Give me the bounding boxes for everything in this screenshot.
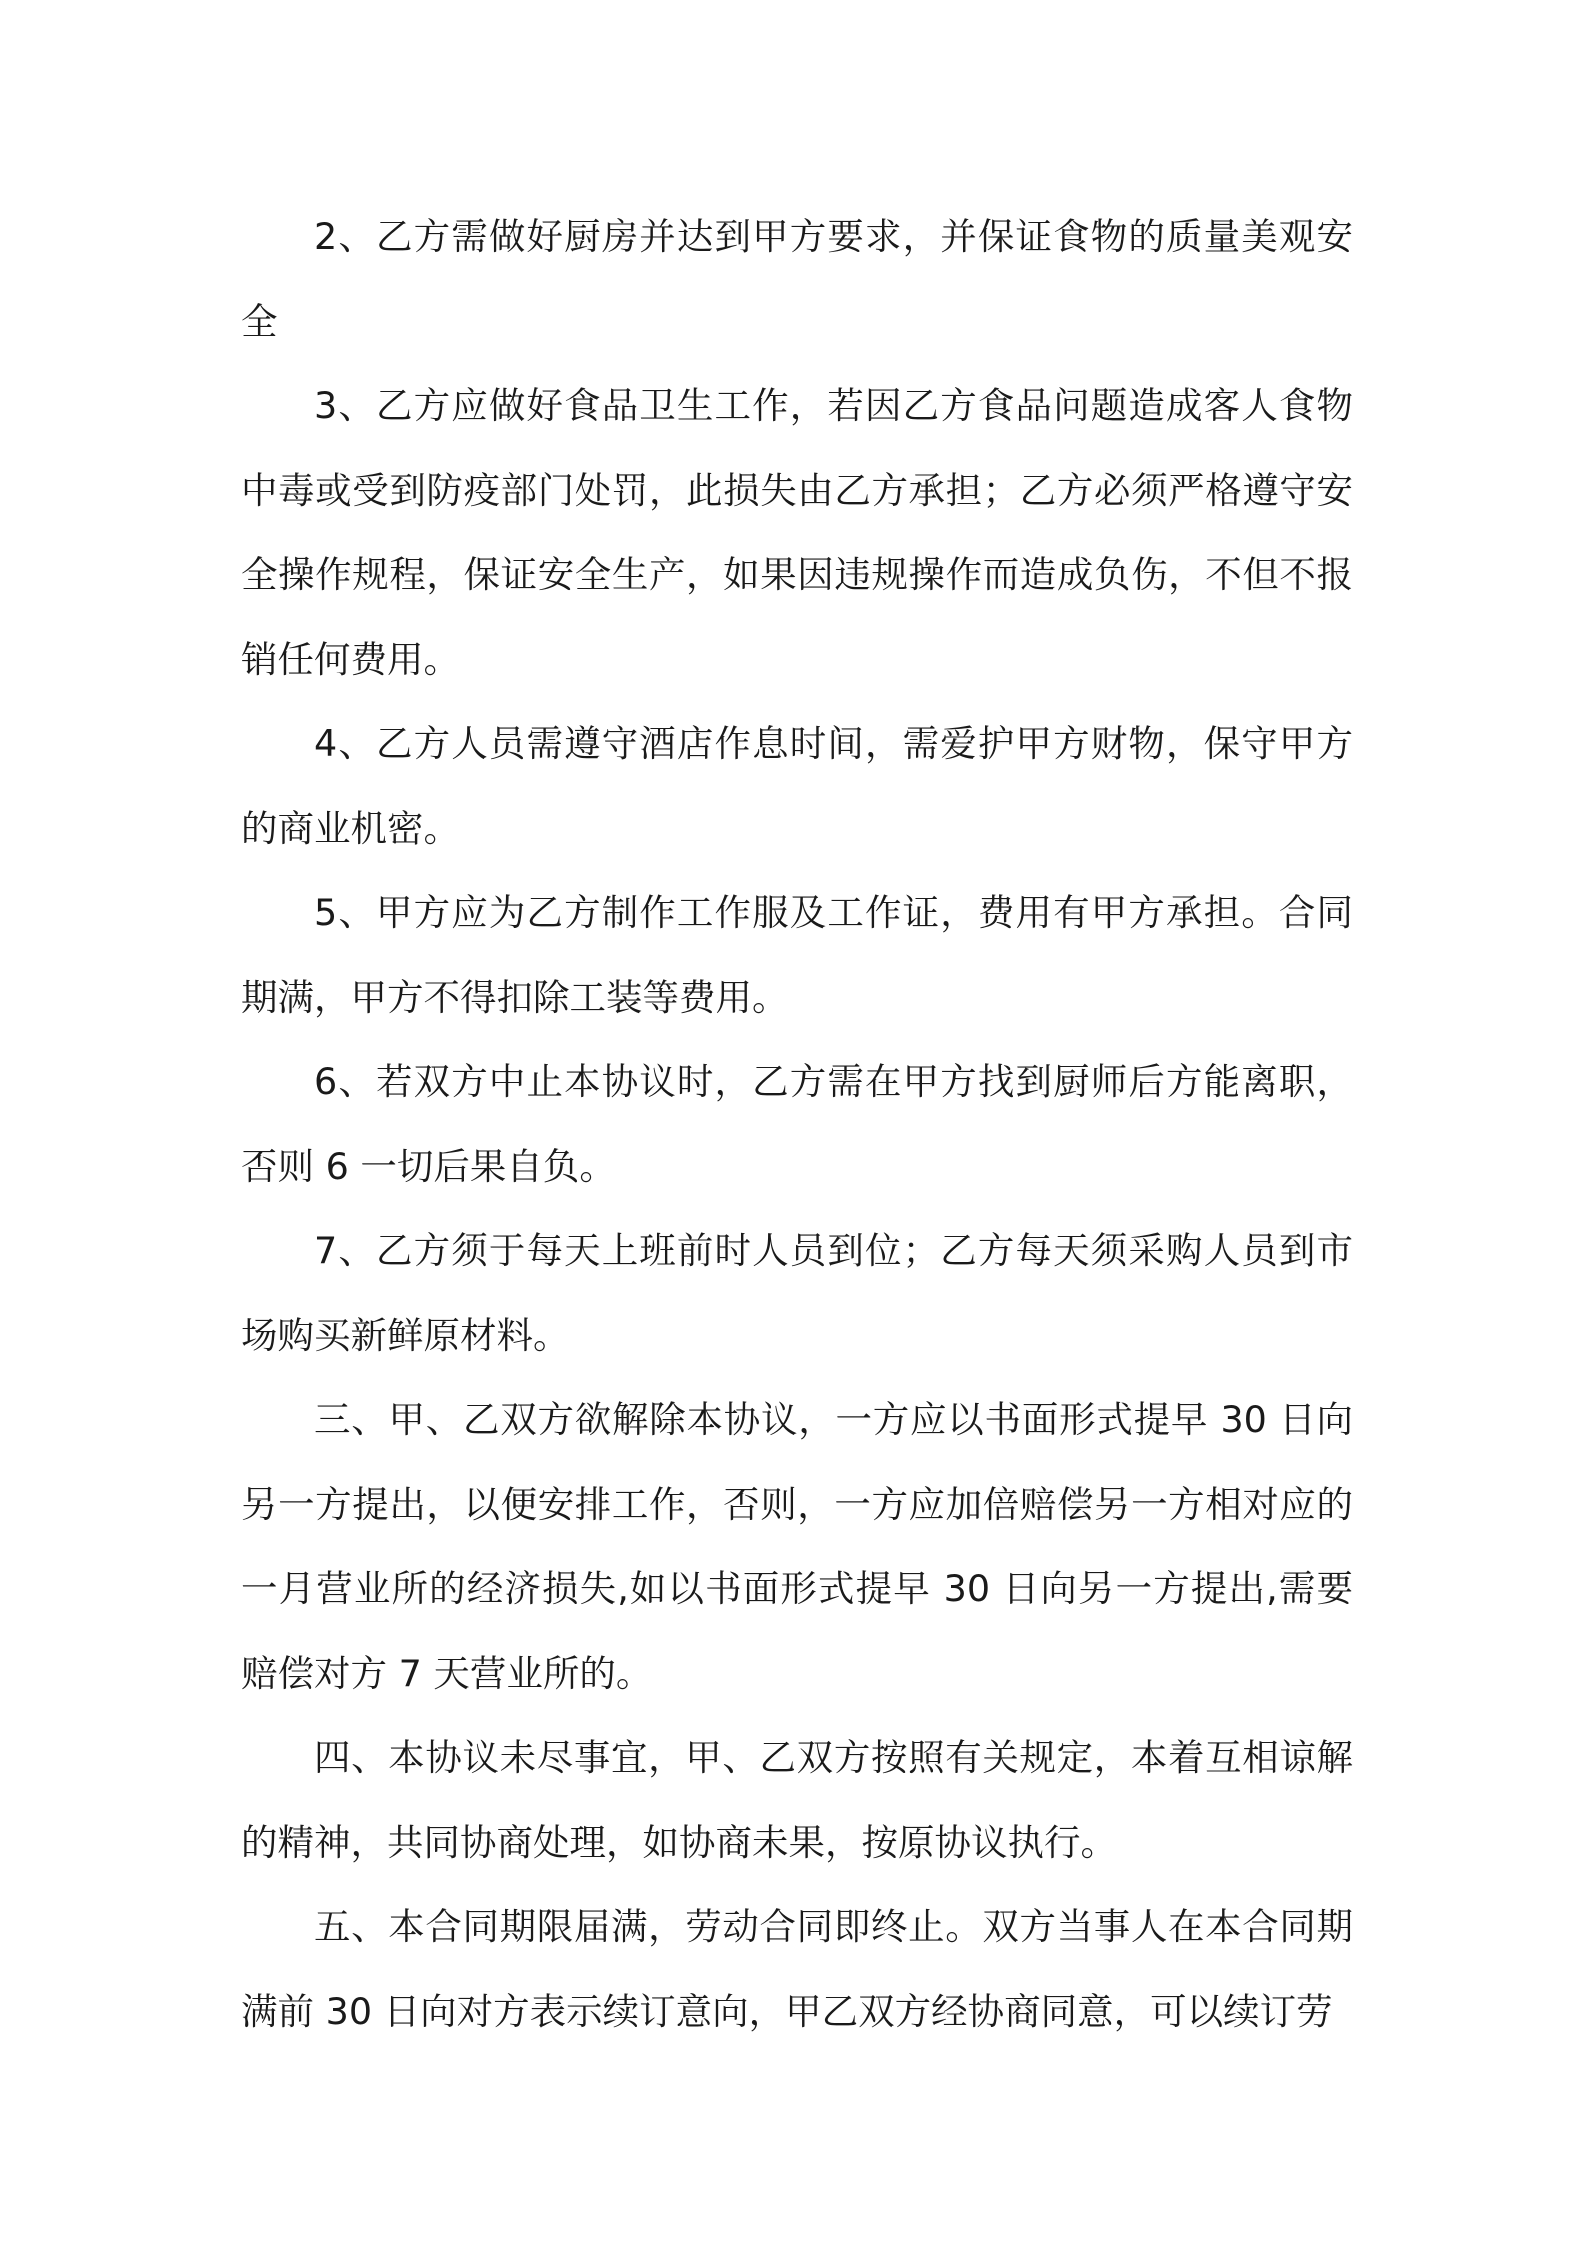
- section-3-rescission: 三、甲、乙双方欲解除本协议，一方应以书面形式提早 30 日向另一方提出，以便安排工作，否则，一方应加倍赔偿另一方相对应的一月营业所的经济损失,如以书面形式提早 30 日向另一方提出,需要赔偿对方 7 天营业所的。: [241, 1398, 1353, 1695]
- clause-4-staff-rules: 4、乙方人员需遵守酒店作息时间，需爱护甲方财物，保守甲方的商业机密。: [241, 722, 1353, 850]
- clause-6-termination-notice: 6、若双方中止本协议时，乙方需在甲方找到厨师后方能离职，否则 6 一切后果自负。: [241, 1060, 1353, 1188]
- document-body: [241, 195, 1353, 2054]
- clause-5-uniforms: 5、甲方应为乙方制作工作服及工作证，费用有甲方承担。合同期满，甲方不得扣除工装等费用。: [241, 891, 1353, 1019]
- section-5-contract-term: 五、本合同期限届满，劳动合同即终止。双方当事人在本合同期满前 30 日向对方表示续订意向，甲乙双方经协商同意，可以续订劳: [241, 1905, 1353, 2033]
- section-4-unresolved-matters: 四、本协议未尽事宜，甲、乙双方按照有关规定，本着互相谅解的精神，共同协商处理，如协商未果，按原协议执行。: [241, 1736, 1353, 1864]
- clause-7-daily-attendance: 7、乙方须于每天上班前时人员到位；乙方每天须采购人员到市场购买新鲜原材料。: [241, 1229, 1353, 1357]
- clause-2-kitchen-requirements: 2、乙方需做好厨房并达到甲方要求，并保证食物的质量美观安全: [241, 215, 1353, 343]
- clause-3-food-hygiene: 3、乙方应做好食品卫生工作，若因乙方食品问题造成客人食物中毒或受到防疫部门处罚，此损失由乙方承担；乙方必须严格遵守安全操作规程，保证安全生产，如果因违规操作而造成负伤，不但不报销任何费用。: [241, 384, 1353, 681]
